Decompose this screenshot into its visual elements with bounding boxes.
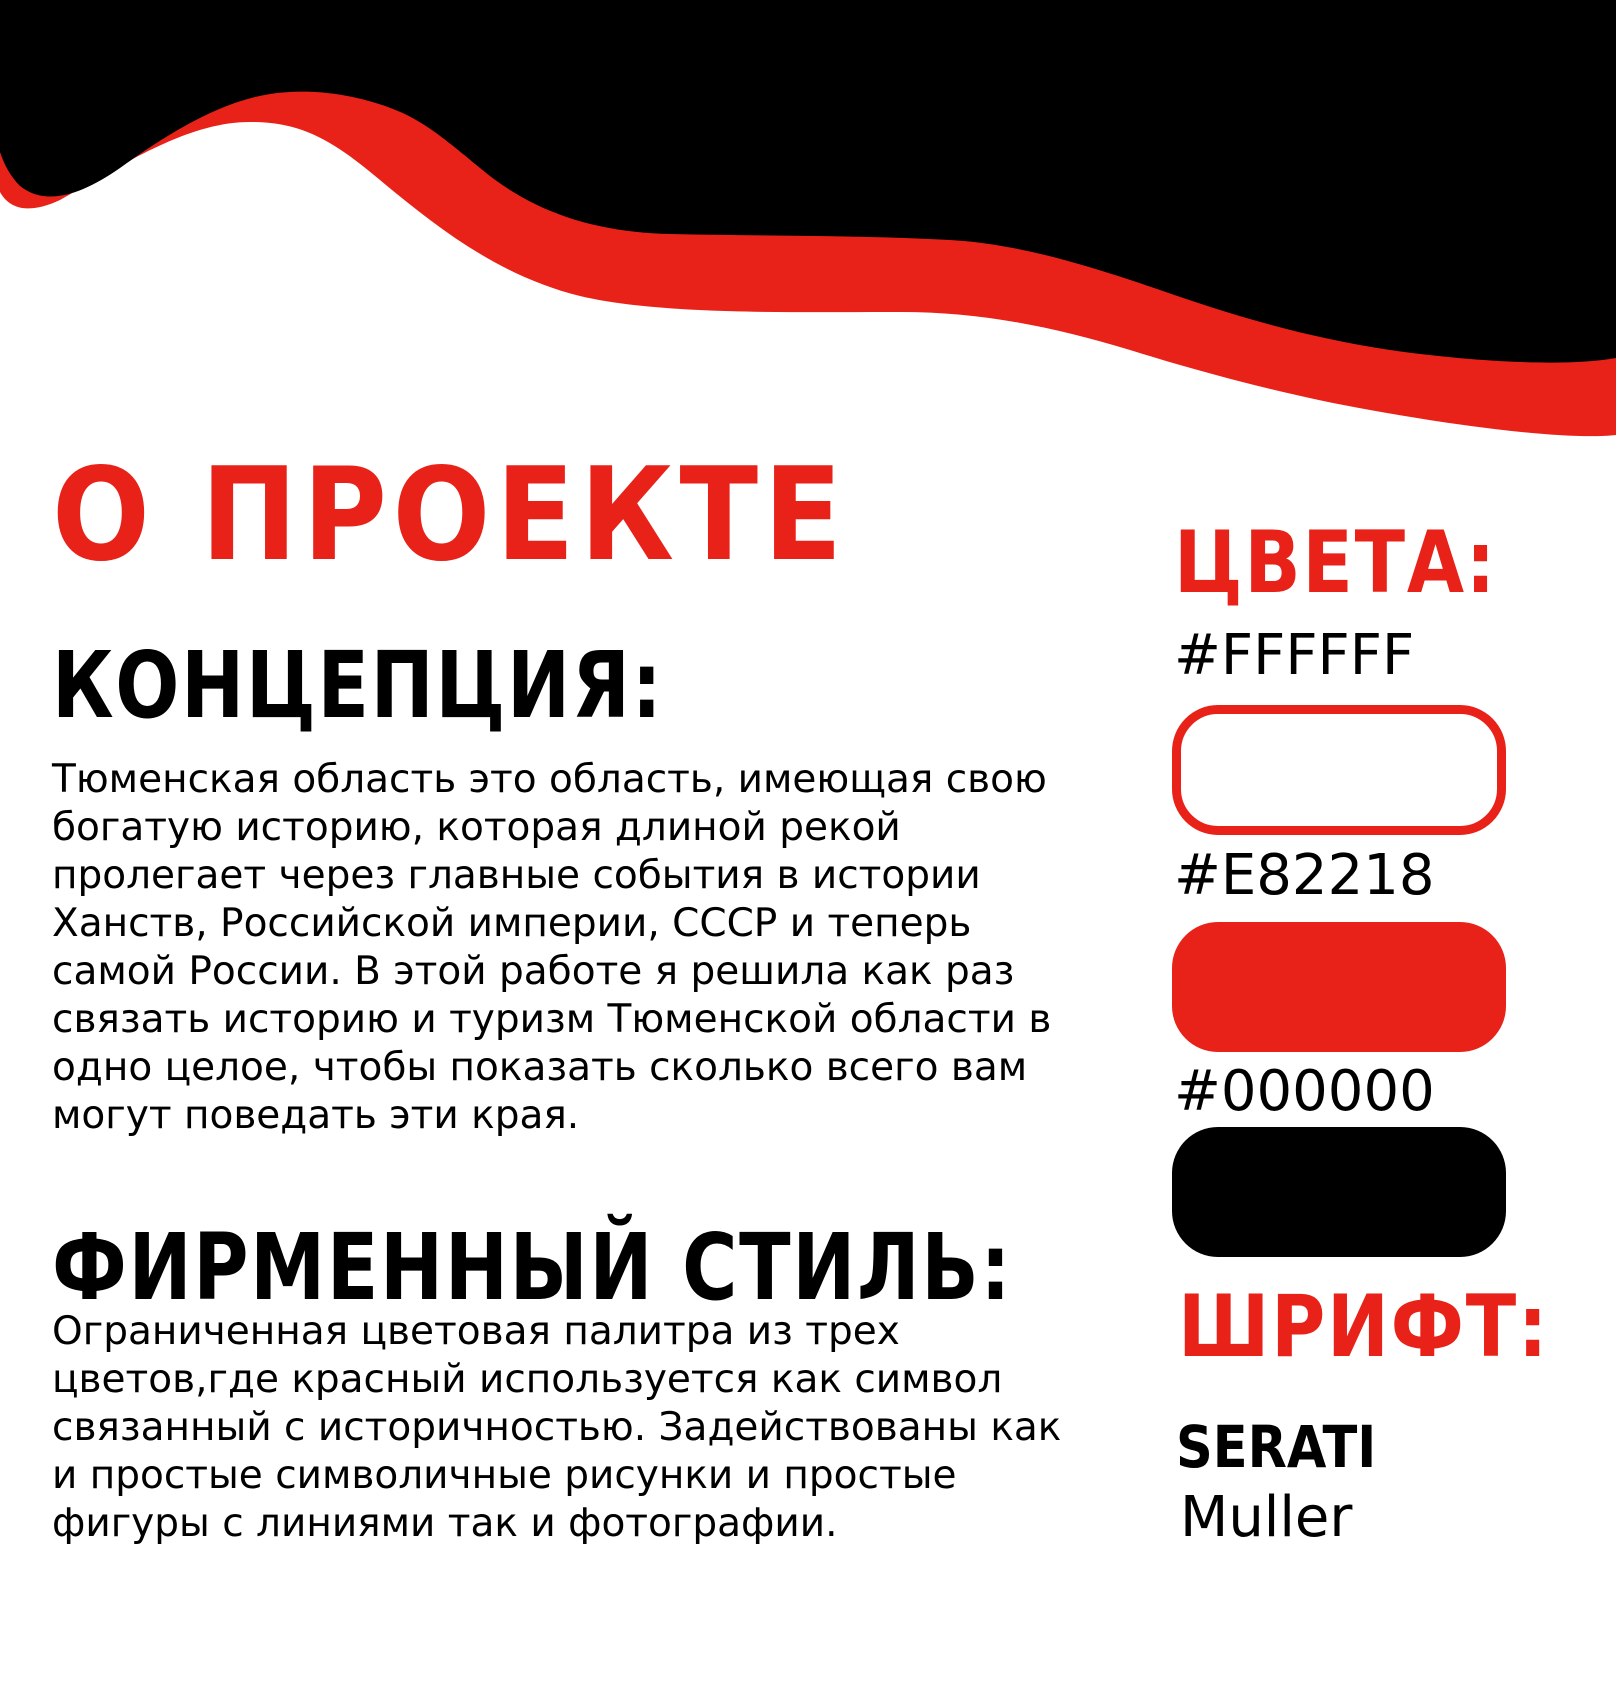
color-swatch-white bbox=[1172, 705, 1506, 835]
font-heading: ШРИФТ: bbox=[1178, 1277, 1550, 1377]
colors-heading: ЦВЕТА: bbox=[1174, 513, 1498, 613]
brand-style-heading: ФИРМЕННЫЙ СТИЛЬ: bbox=[52, 1214, 1013, 1321]
color-code-white: #FFFFFF bbox=[1174, 623, 1415, 688]
color-swatch-black bbox=[1172, 1127, 1506, 1257]
color-code-black: #000000 bbox=[1174, 1059, 1435, 1124]
wave-decoration bbox=[0, 0, 1616, 440]
font-name-primary: SERATI bbox=[1176, 1413, 1377, 1481]
concept-text: Тюменская область это область, имеющая свою богатую историю, которая длиной рекой пролегает через главные события в истории Ханств, Российской империи, СССР и теперь самой России. В этой работе я решила как раз связать историю и туризм Тюменской области в одно целое, чтобы показать сколько всего вам могут поведать эти края. bbox=[52, 757, 1052, 1138]
color-code-red: #E82218 bbox=[1174, 843, 1435, 908]
page-title: О ПРОЕКТЕ bbox=[52, 441, 848, 590]
color-swatch-red bbox=[1172, 922, 1506, 1052]
font-name-secondary: Muller bbox=[1180, 1485, 1353, 1550]
concept-heading: КОНЦЕПЦИЯ: bbox=[52, 632, 664, 739]
brand-style-text: Ограниченная цветовая палитра из трех цветов,где красный используется как символ связанный с историчностью. Задействованы как и простые символичные рисунки и простые фигуры с линиями так и фотографии. bbox=[52, 1309, 1062, 1546]
